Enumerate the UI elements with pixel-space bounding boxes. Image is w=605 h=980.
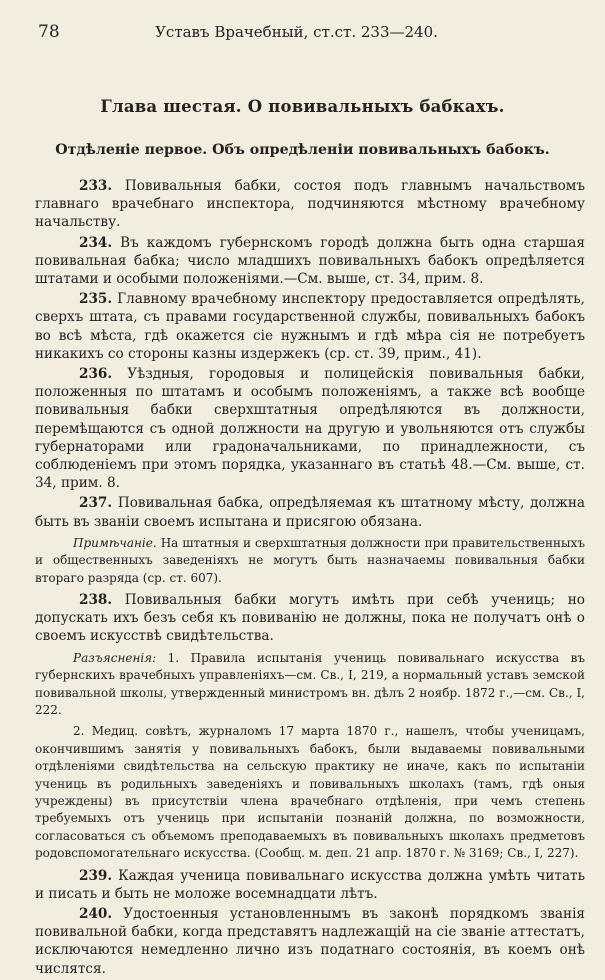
note-text: На штатныя и сверхштатныя должности при правительственныхъ и общественныхъ заведеніяхъ не могутъ быть назначаемы повивальныя бабки втораго разряда (ср. ст. 607). — [35, 535, 585, 585]
article-number: 236. — [79, 366, 113, 383]
article-text: Каждая ученица повивальнаго искусства должна умѣть читать и писать и быть не моложе восемнадцати лѣтъ. — [35, 867, 585, 902]
clarification-1 — [35, 650, 585, 720]
article-237 — [35, 494, 585, 530]
article-text: Повивальныя бабки, состоя подъ главнымъ начальствомъ главнаго врачебнаго инспектора, подчиняются мѣстному врачебному начальству. — [35, 178, 585, 231]
clarification-2 — [35, 723, 585, 862]
page-header — [38, 22, 575, 42]
article-239 — [35, 867, 585, 903]
clarification-lead: Разъясненія: — [73, 650, 157, 665]
running-title: Уставъ Врачебный, ст.ст. 233—240. — [155, 23, 438, 41]
article-234 — [35, 234, 585, 289]
article-text: Удостоенныя установленнымъ въ законѣ порядкомъ званія повивальной бабки, когда представятъ надлежащій на сіе званіе аттестатъ, исключаются немедленно лично изъ податнаго состоянія, въ коемъ онѣ числятся. — [35, 905, 586, 977]
page-body — [35, 177, 585, 980]
note-lead: Примѣчаніе. — [73, 535, 157, 550]
article-number: 233. — [79, 178, 113, 194]
article-text: Повивальныя бабки могутъ имѣть при себѣ учениць; но допускать ихъ безъ себя къ повиванію не должны, пока не получатъ онѣ о своемъ искусствѣ свидѣтельства. — [35, 592, 585, 645]
article-number: 237. — [79, 495, 113, 512]
clarification-text: 1. Правила испытанія учениць повивальнаго искусства въ губернскихъ врачебныхъ управленіяхъ—см. Св., I, 219, а нормальный уставъ земской повивальной школы, утвержденный министромъ вн. дѣлъ 2 ноябр. 1872 г.,—см. Св., I, 222. — [35, 650, 585, 717]
article-number: 235. — [79, 291, 113, 308]
clarification-text: 2. Медиц. совѣтъ, журналомъ 17 марта 1870 г., нашелъ, чтобы ученицамъ, окончившимъ занятія у повивальныхъ бабокъ, были выдаваемы повивальными отдѣленіями свидѣтельства на сельскую практику не иначе, какъ по испытаніи учениць въ родильныхъ заведеніяхъ и повивальныхъ школахъ (тамъ, гдѣ оныя учреждены) въ присутствіи члена врачебнаго отдѣленія, при чемъ степень требуемыхъ отъ учениць при испытаніи познаній должна, по возможности, согласоваться съ объемомъ преподаваемыхъ въ повивальныхъ школахъ предметовъ родовспомогательнаго искусства. (Сообщ. м. деп. 21 апр. 1870 г. № 3169; Св., I, 227). — [35, 724, 585, 861]
page-number: 78 — [38, 22, 60, 42]
article-number: 240. — [79, 905, 113, 922]
chapter-title: Глава шестая. О повивальныхъ бабкахъ. — [100, 97, 505, 116]
article-text: Уѣздныя, городовыя и полицейскія повивальныя бабки, положенныя по штатамъ и особымъ положеніямъ, а также всѣ вообще повивальныя бабки сверхштатныя опредѣляются въ должности, перемѣщаются съ одной должности на другую и увольняются отъ службы губернаторами или градоначальниками, по принадлежности, съ соблюденіемъ при этомъ порядка, указаннаго въ статьѣ 48.—См. выше, ст. 34, прим. 8. — [35, 366, 585, 492]
note-237 — [35, 535, 585, 587]
article-233 — [35, 177, 585, 232]
article-240 — [35, 905, 585, 978]
article-number: 239. — [79, 867, 113, 884]
article-236 — [35, 365, 585, 492]
article-text: Въ каждомъ губернскомъ городѣ должна быть одна старшая повивальная бабка; число младшихъ повивальныхъ бабокъ опредѣляется штатами и особыми положеніями.—См. выше, ст. 34, прим. 8. — [35, 234, 585, 288]
article-235 — [35, 290, 585, 363]
article-number: 234. — [79, 234, 113, 251]
article-text: Повивальная бабка, опредѣляемая къ штатному мѣсту, должна быть въ званіи своемъ испытана и присягою обязана. — [35, 495, 585, 530]
section-title: Отдѣленіе первое. Объ опредѣленіи повивальныхъ бабокъ. — [55, 142, 550, 158]
article-238 — [35, 591, 585, 646]
article-text: Главному врачебному инспектору предоставляется опредѣлять, сверхъ штата, съ правами государственной службы, повивальныхъ бабокъ во всѣ мѣста, гдѣ окажется сіе нужнымъ и гдѣ мѣра сія не потребуетъ никакихъ со стороны казны издержекъ (ср. ст. 39, прим., 41). — [35, 291, 585, 362]
article-number: 238. — [79, 592, 113, 609]
